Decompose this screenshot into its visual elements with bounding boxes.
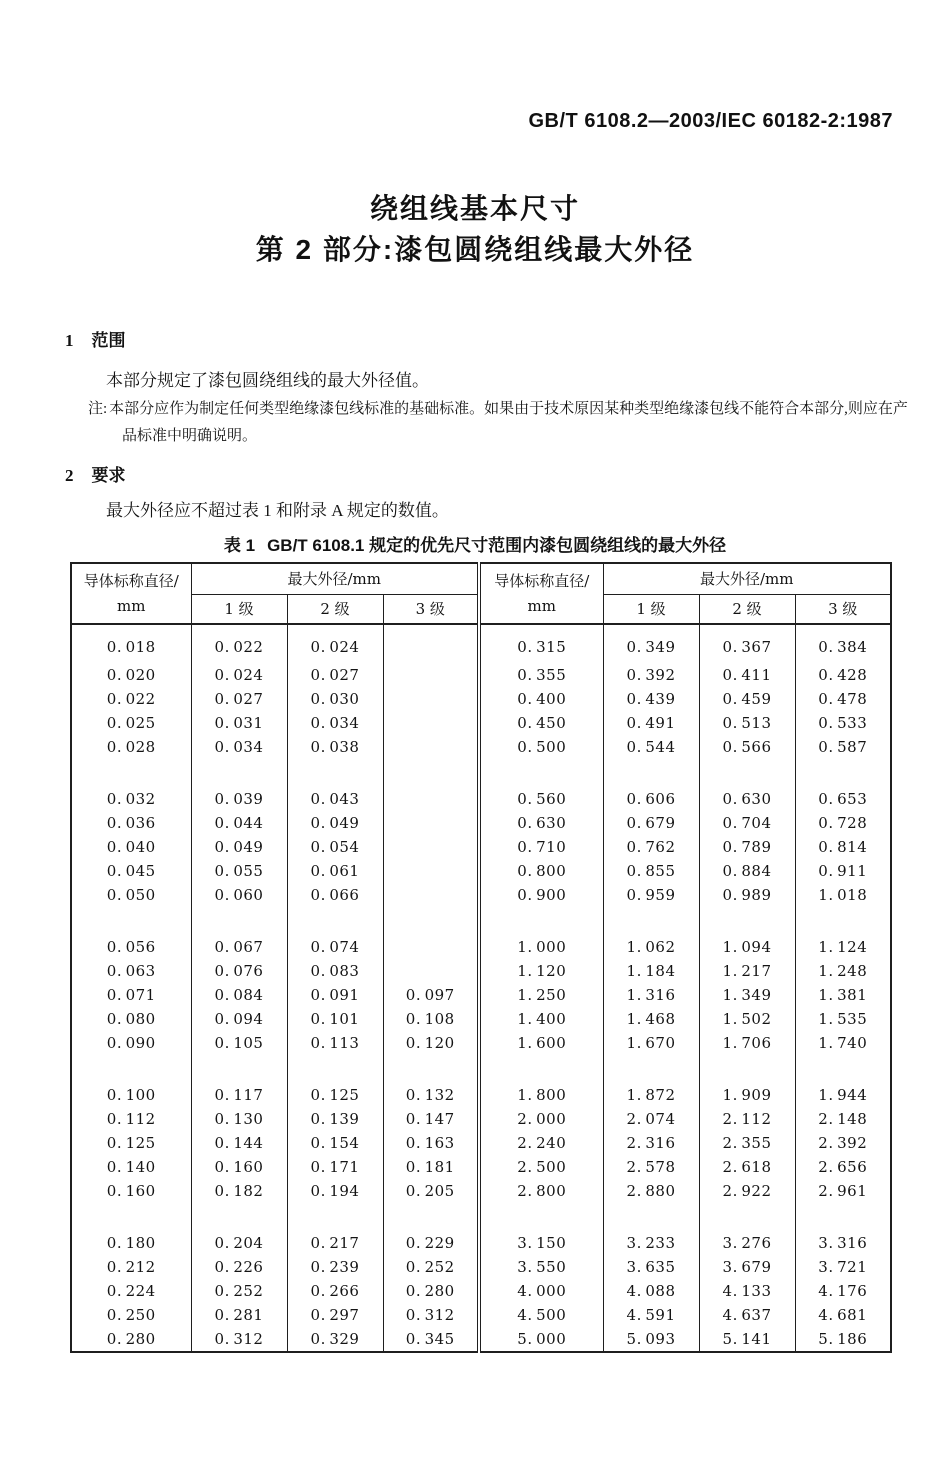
max-od-cell: 0. 266 xyxy=(287,1279,383,1303)
conductor-diameter-cell: 0. 040 xyxy=(106,838,156,856)
max-od-cell: 2. 316 xyxy=(603,1131,699,1155)
max-od-cell: 0. 147 xyxy=(383,1107,479,1131)
conductor-diameter-cell: 0. 063 xyxy=(106,962,156,980)
max-od-cell: 0. 171 xyxy=(287,1155,383,1179)
table-row xyxy=(71,663,891,687)
max-od-cell: 0. 312 xyxy=(383,1303,479,1327)
header-conductor-diameter-left xyxy=(71,563,191,624)
conductor-diameter-cell: 0. 045 xyxy=(106,862,156,880)
max-od-cell: 0. 105 xyxy=(191,1031,287,1055)
max-od-cell: 1. 316 xyxy=(603,983,699,1007)
table-row xyxy=(71,1303,891,1327)
conductor-diameter-cell: 0. 100 xyxy=(106,1086,156,1104)
conductor-diameter-cell: 0. 050 xyxy=(106,886,156,904)
max-od-cell: 0. 120 xyxy=(383,1031,479,1055)
max-od-cell: 0. 074 xyxy=(287,935,383,959)
max-od-cell: 0. 194 xyxy=(287,1179,383,1203)
table-row xyxy=(71,983,891,1007)
max-od-cell: 1. 349 xyxy=(699,983,795,1007)
conductor-diameter-cell: 1. 600 xyxy=(479,1031,603,1055)
header-grade-1-right: 1 级 xyxy=(603,594,699,624)
max-od-cell: 0. 989 xyxy=(699,883,795,907)
conductor-diameter-cell: 0. 400 xyxy=(479,687,603,711)
max-od-cell: 0. 044 xyxy=(191,811,287,835)
max-od-cell: 0. 312 xyxy=(191,1327,287,1352)
max-od-cell: 1. 670 xyxy=(603,1031,699,1055)
header-conductor-diameter-left-line1: 导体标称直径/ xyxy=(83,571,179,590)
max-od-cell: 1. 944 xyxy=(795,1083,891,1107)
spacer-cell xyxy=(191,1055,287,1083)
max-od-cell: 0. 060 xyxy=(191,883,287,907)
conductor-diameter-cell: 0. 355 xyxy=(479,663,603,687)
group-spacer-row xyxy=(71,907,891,935)
max-od-cell: 0. 855 xyxy=(603,859,699,883)
group-spacer-row xyxy=(71,759,891,787)
max-od-cell: 0. 384 xyxy=(795,624,891,663)
max-od-cell: 0. 038 xyxy=(287,735,383,759)
conductor-diameter-cell: 0. 630 xyxy=(479,811,603,835)
max-od-cell: 1. 018 xyxy=(795,883,891,907)
section-2-heading xyxy=(65,461,126,486)
spacer-cell xyxy=(191,759,287,787)
max-od-cell: 0. 054 xyxy=(287,835,383,859)
max-od-cell: 0. 139 xyxy=(287,1107,383,1131)
header-grade-3-right: 3 级 xyxy=(795,594,891,624)
max-od-cell xyxy=(383,811,479,835)
max-od-cell: 0. 076 xyxy=(191,959,287,983)
max-od-cell: 0. 606 xyxy=(603,787,699,811)
conductor-diameter-cell: 4. 000 xyxy=(479,1279,603,1303)
max-od-cell: 4. 133 xyxy=(699,1279,795,1303)
max-od-cell: 0. 959 xyxy=(603,883,699,907)
conductor-diameter-cell: 0. 160 xyxy=(106,1182,156,1200)
max-od-cell: 2. 961 xyxy=(795,1179,891,1203)
max-od-cell: 1. 217 xyxy=(699,959,795,983)
header-conductor-diameter-right xyxy=(479,563,603,624)
max-od-cell: 0. 911 xyxy=(795,859,891,883)
max-od-cell: 1. 872 xyxy=(603,1083,699,1107)
section-2-paragraph: 最大外径应不超过表 1 和附录 A 规定的数值。 xyxy=(106,501,449,520)
table-row xyxy=(71,1255,891,1279)
max-od-cell: 2. 112 xyxy=(699,1107,795,1131)
conductor-diameter-cell: 2. 800 xyxy=(479,1179,603,1203)
max-od-cell xyxy=(383,663,479,687)
max-od-cell: 0. 091 xyxy=(287,983,383,1007)
spacer-cell xyxy=(71,759,191,787)
max-od-cell: 0. 204 xyxy=(191,1231,287,1255)
table-row xyxy=(71,1327,891,1352)
table-row xyxy=(71,1155,891,1179)
max-od-cell: 0. 024 xyxy=(191,663,287,687)
spacer-cell xyxy=(795,1055,891,1083)
max-od-cell: 4. 681 xyxy=(795,1303,891,1327)
max-od-cell: 0. 083 xyxy=(287,959,383,983)
max-od-cell xyxy=(383,735,479,759)
max-od-cell: 0. 428 xyxy=(795,663,891,687)
conductor-diameter-cell: 0. 280 xyxy=(106,1330,156,1348)
spacer-cell xyxy=(383,759,479,787)
conductor-diameter-cell: 0. 315 xyxy=(479,624,603,663)
max-od-cell: 2. 578 xyxy=(603,1155,699,1179)
max-od-cell: 3. 679 xyxy=(699,1255,795,1279)
max-od-cell: 1. 094 xyxy=(699,935,795,959)
max-od-cell: 4. 088 xyxy=(603,1279,699,1303)
section-1-note xyxy=(88,396,917,450)
max-od-cell: 3. 316 xyxy=(795,1231,891,1255)
max-od-cell: 0. 345 xyxy=(383,1327,479,1352)
max-od-cell: 0. 132 xyxy=(383,1083,479,1107)
spacer-cell xyxy=(383,1055,479,1083)
max-od-cell: 0. 728 xyxy=(795,811,891,835)
group-spacer-row xyxy=(71,1203,891,1231)
conductor-diameter-cell: 0. 250 xyxy=(106,1306,156,1324)
spacer-cell xyxy=(479,1055,603,1083)
max-od-cell: 0. 117 xyxy=(191,1083,287,1107)
conductor-diameter-cell: 0. 112 xyxy=(106,1110,156,1128)
max-od-cell: 2. 656 xyxy=(795,1155,891,1179)
table-row xyxy=(71,883,891,907)
max-od-cell: 2. 148 xyxy=(795,1107,891,1131)
max-od-cell: 2. 618 xyxy=(699,1155,795,1179)
max-od-cell: 5. 141 xyxy=(699,1327,795,1352)
max-od-cell: 0. 130 xyxy=(191,1107,287,1131)
max-od-cell: 0. 125 xyxy=(287,1083,383,1107)
max-od-cell: 1. 740 xyxy=(795,1031,891,1055)
max-od-cell: 0. 587 xyxy=(795,735,891,759)
max-od-cell xyxy=(383,787,479,811)
section-1-paragraph: 本部分规定了漆包圆绕组线的最大外径值。 xyxy=(106,371,429,390)
section-1-number: 1 xyxy=(65,331,74,350)
spacer-cell xyxy=(287,907,383,935)
max-od-cell: 0. 160 xyxy=(191,1155,287,1179)
max-od-cell: 0. 392 xyxy=(603,663,699,687)
table-row xyxy=(71,1279,891,1303)
conductor-diameter-cell: 0. 032 xyxy=(106,790,156,808)
table-row xyxy=(71,935,891,959)
spacer-cell xyxy=(795,759,891,787)
table-caption-text: GB/T 6108.1 规定的优先尺寸范围内漆包圆绕组线的最大外径 xyxy=(267,536,727,555)
max-od-cell: 0. 055 xyxy=(191,859,287,883)
document-title xyxy=(0,188,950,270)
table-row xyxy=(71,1007,891,1031)
spacer-cell xyxy=(383,907,479,935)
note-text: 本部分应作为制定任何类型绝缘漆包线标准的基础标准。如果由于技术原因某种类型绝缘漆包线不能符合本部分,则应在产品标准中明确说明。 xyxy=(109,401,908,444)
max-od-cell: 0. 039 xyxy=(191,787,287,811)
max-od-cell: 0. 030 xyxy=(287,687,383,711)
max-od-cell: 0. 439 xyxy=(603,687,699,711)
max-od-cell: 0. 789 xyxy=(699,835,795,859)
max-od-cell: 4. 591 xyxy=(603,1303,699,1327)
conductor-diameter-cell: 1. 000 xyxy=(479,935,603,959)
conductor-diameter-cell: 3. 150 xyxy=(479,1231,603,1255)
max-od-cell: 1. 468 xyxy=(603,1007,699,1031)
max-od-cell: 0. 043 xyxy=(287,787,383,811)
max-od-cell: 2. 074 xyxy=(603,1107,699,1131)
spacer-cell xyxy=(287,1203,383,1231)
max-od-cell: 0. 491 xyxy=(603,711,699,735)
max-od-cell: 0. 411 xyxy=(699,663,795,687)
table-row xyxy=(71,711,891,735)
header-conductor-diameter-right-line1: 导体标称直径/ xyxy=(494,571,590,590)
header-grade-3-left: 3 级 xyxy=(383,594,479,624)
max-od-cell: 0. 762 xyxy=(603,835,699,859)
table-row xyxy=(71,1083,891,1107)
max-od-cell: 2. 880 xyxy=(603,1179,699,1203)
conductor-diameter-cell: 0. 020 xyxy=(106,666,156,684)
max-od-cell: 0. 084 xyxy=(191,983,287,1007)
conductor-diameter-cell: 2. 240 xyxy=(479,1131,603,1155)
spacer-cell xyxy=(603,1055,699,1083)
table-row xyxy=(71,735,891,759)
max-od-cell: 2. 355 xyxy=(699,1131,795,1155)
conductor-diameter-cell: 4. 500 xyxy=(479,1303,603,1327)
title-line-2: 第 2 部分:漆包圆绕组线最大外径 xyxy=(255,234,695,265)
max-od-cell: 2. 922 xyxy=(699,1179,795,1203)
max-od-cell: 0. 217 xyxy=(287,1231,383,1255)
spacer-cell xyxy=(71,1055,191,1083)
max-od-cell: 1. 381 xyxy=(795,983,891,1007)
max-od-cell: 0. 349 xyxy=(603,624,699,663)
standard-number: GB/T 6108.2—2003/IEC 60182-2:1987 xyxy=(528,110,893,132)
section-1-heading xyxy=(65,326,126,351)
max-od-cell: 0. 031 xyxy=(191,711,287,735)
max-od-cell: 0. 067 xyxy=(191,935,287,959)
max-od-cell: 4. 637 xyxy=(699,1303,795,1327)
conductor-diameter-cell: 0. 800 xyxy=(479,859,603,883)
max-od-cell: 5. 186 xyxy=(795,1327,891,1352)
max-od-cell: 0. 027 xyxy=(287,663,383,687)
max-od-cell: 0. 653 xyxy=(795,787,891,811)
max-od-cell: 0. 478 xyxy=(795,687,891,711)
spacer-cell xyxy=(287,759,383,787)
conductor-diameter-cell: 0. 224 xyxy=(106,1282,156,1300)
table-1-caption xyxy=(0,531,950,556)
max-od-cell: 0. 049 xyxy=(287,811,383,835)
max-od-cell: 0. 630 xyxy=(699,787,795,811)
conductor-diameter-cell: 0. 560 xyxy=(479,787,603,811)
max-od-cell: 0. 101 xyxy=(287,1007,383,1031)
max-od-cell xyxy=(383,935,479,959)
max-od-cell xyxy=(383,835,479,859)
table-1 xyxy=(70,562,892,1353)
spacer-cell xyxy=(603,759,699,787)
header-max-od-right: 最大外径/mm xyxy=(603,563,891,594)
conductor-diameter-cell: 0. 212 xyxy=(106,1258,156,1276)
table-row xyxy=(71,835,891,859)
max-od-cell: 0. 061 xyxy=(287,859,383,883)
max-od-cell: 3. 233 xyxy=(603,1231,699,1255)
spacer-cell xyxy=(71,907,191,935)
max-od-cell: 1. 909 xyxy=(699,1083,795,1107)
table-row xyxy=(71,787,891,811)
max-od-cell: 0. 144 xyxy=(191,1131,287,1155)
conductor-diameter-cell: 2. 000 xyxy=(479,1107,603,1131)
header-conductor-diameter-left-line2: mm xyxy=(117,596,146,615)
spacer-cell xyxy=(795,907,891,935)
max-od-cell: 0. 034 xyxy=(287,711,383,735)
conductor-diameter-cell: 1. 120 xyxy=(479,959,603,983)
max-od-cell: 0. 108 xyxy=(383,1007,479,1031)
spacer-cell xyxy=(699,759,795,787)
conductor-diameter-cell: 0. 028 xyxy=(106,738,156,756)
max-od-cell: 0. 533 xyxy=(795,711,891,735)
max-od-cell: 0. 181 xyxy=(383,1155,479,1179)
max-od-cell: 0. 704 xyxy=(699,811,795,835)
max-od-cell xyxy=(383,959,479,983)
conductor-diameter-cell: 0. 500 xyxy=(479,735,603,759)
title-line-1: 绕组线基本尺寸 xyxy=(369,193,580,224)
spacer-cell xyxy=(699,1055,795,1083)
spacer-cell xyxy=(191,1203,287,1231)
table-row xyxy=(71,687,891,711)
max-od-cell: 0. 329 xyxy=(287,1327,383,1352)
max-od-cell: 0. 884 xyxy=(699,859,795,883)
max-od-cell: 0. 239 xyxy=(287,1255,383,1279)
spacer-cell xyxy=(699,1203,795,1231)
conductor-diameter-cell: 0. 900 xyxy=(479,883,603,907)
spacer-cell xyxy=(383,1203,479,1231)
max-od-cell xyxy=(383,687,479,711)
table-row xyxy=(71,811,891,835)
max-od-cell: 0. 297 xyxy=(287,1303,383,1327)
spacer-cell xyxy=(479,759,603,787)
max-od-cell: 0. 679 xyxy=(603,811,699,835)
max-od-cell xyxy=(383,859,479,883)
spacer-cell xyxy=(699,907,795,935)
conductor-diameter-cell: 0. 140 xyxy=(106,1158,156,1176)
table-row xyxy=(71,859,891,883)
max-od-cell: 0. 113 xyxy=(287,1031,383,1055)
max-od-cell: 0. 229 xyxy=(383,1231,479,1255)
conductor-diameter-cell: 0. 036 xyxy=(106,814,156,832)
max-od-cell: 0. 281 xyxy=(191,1303,287,1327)
max-od-cell: 0. 097 xyxy=(383,983,479,1007)
conductor-diameter-cell: 0. 080 xyxy=(106,1010,156,1028)
max-od-cell: 0. 066 xyxy=(287,883,383,907)
conductor-diameter-cell: 1. 250 xyxy=(479,983,603,1007)
max-od-cell: 0. 024 xyxy=(287,624,383,663)
conductor-diameter-cell: 5. 000 xyxy=(479,1327,603,1352)
max-od-cell: 0. 513 xyxy=(699,711,795,735)
max-od-cell: 1. 535 xyxy=(795,1007,891,1031)
spacer-cell xyxy=(479,1203,603,1231)
table-row xyxy=(71,624,891,663)
header-grade-2-right: 2 级 xyxy=(699,594,795,624)
conductor-diameter-cell: 0. 018 xyxy=(106,638,156,656)
max-od-cell: 0. 226 xyxy=(191,1255,287,1279)
conductor-diameter-cell: 0. 056 xyxy=(106,938,156,956)
spacer-cell xyxy=(479,907,603,935)
table-body xyxy=(71,624,891,1352)
header-grade-1-left: 1 级 xyxy=(191,594,287,624)
max-od-cell: 3. 276 xyxy=(699,1231,795,1255)
header-max-od-left: 最大外径/mm xyxy=(191,563,479,594)
table-row xyxy=(71,1131,891,1155)
spacer-cell xyxy=(795,1203,891,1231)
max-od-cell: 3. 635 xyxy=(603,1255,699,1279)
max-od-cell: 0. 094 xyxy=(191,1007,287,1031)
max-od-cell: 0. 566 xyxy=(699,735,795,759)
section-1-title: 范围 xyxy=(91,331,126,350)
max-od-cell: 1. 706 xyxy=(699,1031,795,1055)
conductor-diameter-cell: 0. 710 xyxy=(479,835,603,859)
conductor-diameter-cell: 0. 071 xyxy=(106,986,156,1004)
max-od-cell xyxy=(383,883,479,907)
spacer-cell xyxy=(191,907,287,935)
spacer-cell xyxy=(603,1203,699,1231)
table-caption-label: 表 1 xyxy=(223,536,256,555)
conductor-diameter-cell: 0. 090 xyxy=(106,1034,156,1052)
max-od-cell: 0. 022 xyxy=(191,624,287,663)
max-od-cell: 0. 544 xyxy=(603,735,699,759)
conductor-diameter-cell: 0. 125 xyxy=(106,1134,156,1152)
max-od-cell: 1. 248 xyxy=(795,959,891,983)
max-od-cell xyxy=(383,624,479,663)
max-od-cell: 0. 280 xyxy=(383,1279,479,1303)
max-od-cell: 0. 027 xyxy=(191,687,287,711)
table-row xyxy=(71,959,891,983)
max-od-cell: 0. 814 xyxy=(795,835,891,859)
max-od-cell: 0. 367 xyxy=(699,624,795,663)
max-od-cell: 0. 182 xyxy=(191,1179,287,1203)
table-row xyxy=(71,1107,891,1131)
max-od-cell: 1. 062 xyxy=(603,935,699,959)
max-od-cell: 5. 093 xyxy=(603,1327,699,1352)
max-od-cell: 0. 252 xyxy=(383,1255,479,1279)
spacer-cell xyxy=(603,907,699,935)
max-od-cell: 1. 124 xyxy=(795,935,891,959)
section-2-number: 2 xyxy=(65,466,74,485)
conductor-diameter-cell: 1. 800 xyxy=(479,1083,603,1107)
max-od-cell: 0. 252 xyxy=(191,1279,287,1303)
max-od-cell: 2. 392 xyxy=(795,1131,891,1155)
max-od-cell: 4. 176 xyxy=(795,1279,891,1303)
conductor-diameter-cell: 2. 500 xyxy=(479,1155,603,1179)
conductor-diameter-cell: 3. 550 xyxy=(479,1255,603,1279)
conductor-diameter-cell: 0. 450 xyxy=(479,711,603,735)
group-spacer-row xyxy=(71,1055,891,1083)
max-od-cell: 0. 205 xyxy=(383,1179,479,1203)
max-od-cell: 0. 163 xyxy=(383,1131,479,1155)
max-od-cell: 0. 049 xyxy=(191,835,287,859)
conductor-diameter-cell: 0. 025 xyxy=(106,714,156,732)
table-row xyxy=(71,1179,891,1203)
conductor-diameter-cell: 0. 180 xyxy=(106,1234,156,1252)
spacer-cell xyxy=(71,1203,191,1231)
table-row xyxy=(71,1231,891,1255)
max-od-cell: 3. 721 xyxy=(795,1255,891,1279)
section-2-title: 要求 xyxy=(91,466,126,485)
table-row xyxy=(71,1031,891,1055)
spacer-cell xyxy=(287,1055,383,1083)
header-conductor-diameter-right-line2: mm xyxy=(527,596,556,615)
max-od-cell: 1. 502 xyxy=(699,1007,795,1031)
max-od-cell: 0. 034 xyxy=(191,735,287,759)
max-od-cell: 0. 154 xyxy=(287,1131,383,1155)
note-label: 注: xyxy=(88,401,108,417)
max-od-cell: 0. 459 xyxy=(699,687,795,711)
header-grade-2-left: 2 级 xyxy=(287,594,383,624)
max-od-cell: 1. 184 xyxy=(603,959,699,983)
max-od-cell xyxy=(383,711,479,735)
conductor-diameter-cell: 1. 400 xyxy=(479,1007,603,1031)
conductor-diameter-cell: 0. 022 xyxy=(106,690,156,708)
